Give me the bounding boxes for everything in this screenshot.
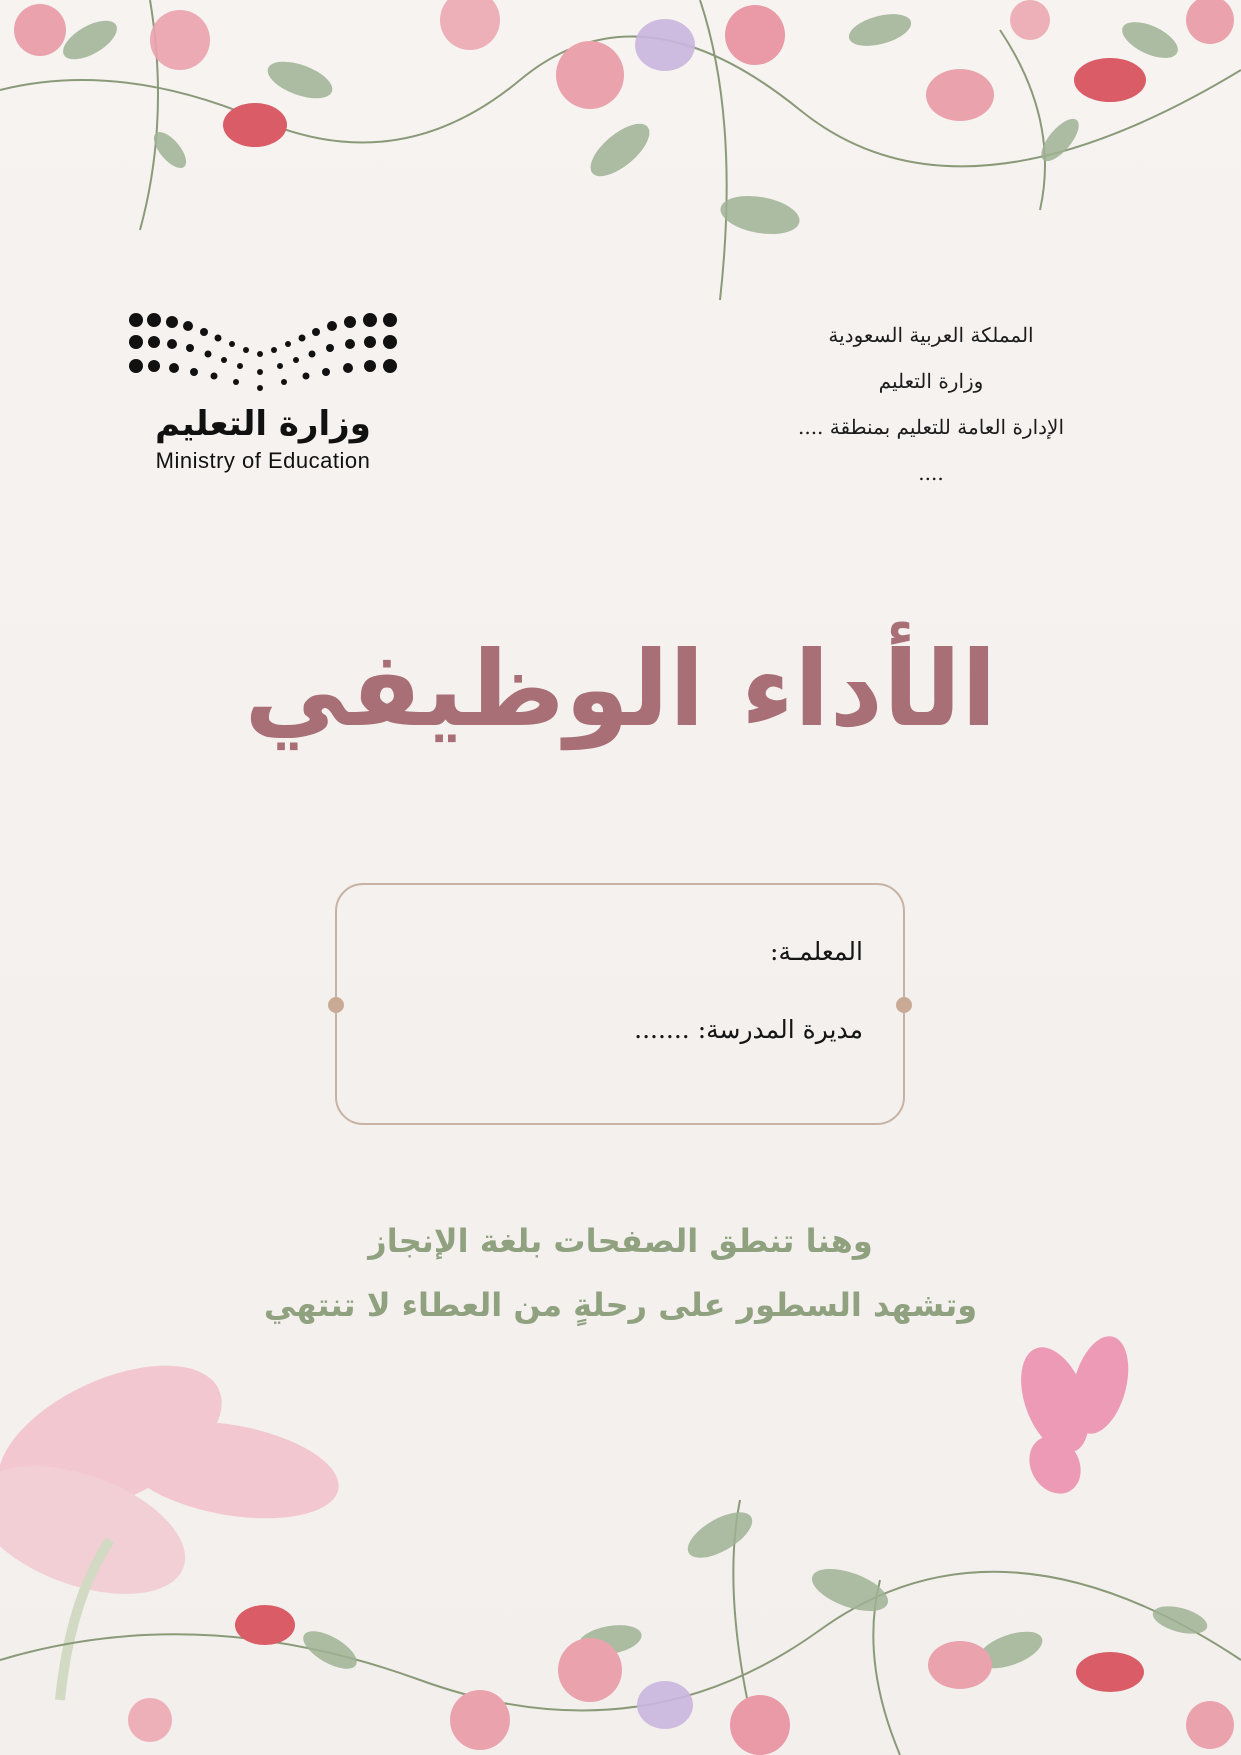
floral-decoration-top xyxy=(0,0,1241,330)
teacher-label: المعلمـة: xyxy=(770,937,863,966)
info-box xyxy=(335,883,905,1125)
ministry-logo xyxy=(128,308,408,474)
box-dot-right xyxy=(896,997,912,1013)
logo-arabic-text: وزارة التعليم xyxy=(155,404,371,444)
butterfly-icon xyxy=(1008,1330,1138,1503)
header-line-country: المملكة العربية السعودية xyxy=(828,323,1034,347)
page-title: الأداء الوظيفي xyxy=(244,628,997,750)
tagline-line-1: وهنا تنطق الصفحات بلغة الإنجاز xyxy=(368,1222,873,1260)
header-line-administration: الإدارة العامة للتعليم بمنطقة .... xyxy=(797,415,1065,439)
box-dot-left xyxy=(328,997,344,1013)
header-line-ministry: وزارة التعليم xyxy=(878,369,984,393)
tagline-line-2: وتشهد السطور على رحلةٍ من العطاء لا تنتهي xyxy=(263,1286,978,1324)
logo-english-text: Ministry of Education xyxy=(155,448,371,473)
dot-pattern-logo-icon xyxy=(128,308,398,398)
header-line-placeholder: .... xyxy=(918,461,944,485)
principal-label: مديرة المدرسة: ....... xyxy=(634,1015,863,1044)
header-institution xyxy=(751,312,1111,496)
